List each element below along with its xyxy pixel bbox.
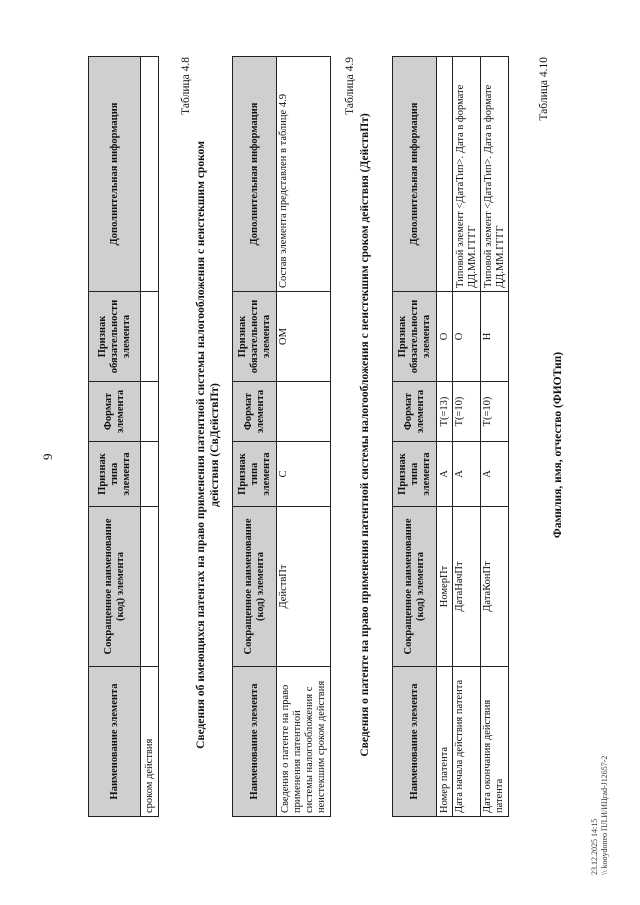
cell: ДатаНачПт: [453, 507, 481, 667]
cell: Н: [481, 292, 509, 382]
footer-path: \\ kooydoneo ПЛ.И/ИЦrad-J12657-2: [600, 755, 609, 875]
table-label: Таблица 4.9: [344, 57, 356, 115]
cell: ОМ: [277, 292, 331, 382]
cell: А: [453, 442, 481, 507]
cell: О: [453, 292, 481, 382]
page-number: 9: [40, 453, 55, 460]
header-required: Признак обязательности элемента: [393, 292, 437, 382]
cell: Сведения о патенте на право применения патентной системы налогообложения с неистекшим сроком действия: [277, 667, 331, 817]
cell: НомерПт: [437, 507, 453, 667]
table-4-8: [232, 56, 331, 817]
header-code: Сокращенное наименование (код) элемента: [393, 507, 437, 667]
cell: [437, 57, 453, 292]
header-required: Признак обязательности элемента: [89, 292, 141, 382]
header-type: Признак типа элемента: [233, 442, 277, 507]
header-info: Дополнительная информация: [233, 57, 277, 292]
header-type: Признак типа элемента: [89, 442, 141, 507]
cell: Дата начала действия патента: [453, 667, 481, 817]
cell: Типовой элемент <ДатаТип>. Дата в формате ДД.ММ.ГГГГ: [453, 57, 481, 292]
table-row: [437, 57, 453, 817]
cell: [277, 382, 331, 442]
cell: [141, 57, 159, 292]
table-label: Таблица 4.10: [538, 57, 550, 121]
header-type: Признак типа элемента: [393, 442, 437, 507]
cell: сроком действия: [141, 667, 159, 817]
cell: ДействПт: [277, 507, 331, 667]
cell: Т(=10): [453, 382, 481, 442]
header-name: Наименование элемента: [233, 667, 277, 817]
header-format: Формат элемента: [393, 382, 437, 442]
cell: С: [277, 442, 331, 507]
table-row: [481, 57, 509, 817]
table-label: Таблица 4.8: [180, 57, 192, 115]
table-title: Фамилия, имя, отчество (ФИОТип): [552, 351, 564, 539]
cell: Т(=13): [437, 382, 453, 442]
cell: Типовой элемент <ДатаТип>. Дата в формате ДД.ММ.ГГГГ: [481, 57, 509, 292]
table-row: [277, 57, 331, 817]
cell: Состав элемента представлен в таблице 4.9: [277, 57, 331, 292]
continued-table: [88, 56, 159, 817]
header-code: Сокращенное наименование (код) элемента: [89, 507, 141, 667]
cell: О: [437, 292, 453, 382]
header-required: Признак обязательности элемента: [233, 292, 277, 382]
cell: Дата окончания действия патента: [481, 667, 509, 817]
cell: А: [437, 442, 453, 507]
cell: Номер патента: [437, 667, 453, 817]
cell: [141, 382, 159, 442]
cell: Т(=10): [481, 382, 509, 442]
header-info: Дополнительная информация: [89, 57, 141, 292]
footer-timestamp: 23.12.2025 14:15: [590, 818, 599, 875]
table-title: Сведения об имеющихся патентах на право применения патентной системы налогообложения с неистекшим сроком действия (СвДействПт): [195, 141, 221, 749]
table-title: Сведения о патенте на право применения патентной системы налогообложения с неистекшим сроком действия (ДействПт): [359, 113, 371, 757]
header-format: Формат элемента: [233, 382, 277, 442]
cell: [141, 292, 159, 382]
cell: [141, 442, 159, 507]
header-code: Сокращенное наименование (код) элемента: [233, 507, 277, 667]
table-4-9: [392, 56, 509, 817]
header-name: Наименование элемента: [393, 667, 437, 817]
cell: [141, 507, 159, 667]
header-format: Формат элемента: [89, 382, 141, 442]
header-name: Наименование элемента: [89, 667, 141, 817]
cell: А: [481, 442, 509, 507]
table-row: [453, 57, 481, 817]
header-info: Дополнительная информация: [393, 57, 437, 292]
cell: ДатаКонПт: [481, 507, 509, 667]
